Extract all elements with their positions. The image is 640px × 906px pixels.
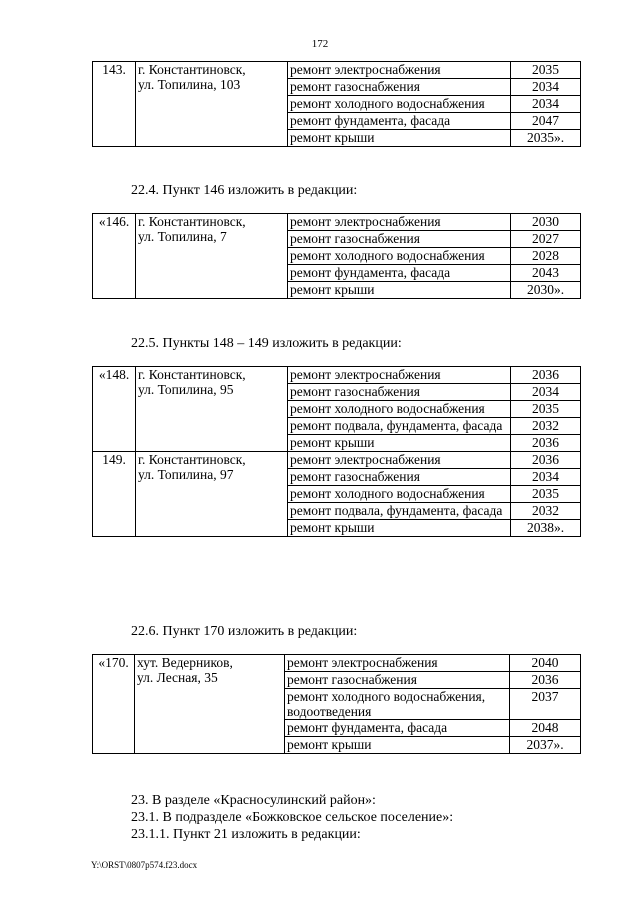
- work-type-cell: ремонт подвала, фундамента, фасада: [288, 503, 511, 520]
- year-cell: 2037: [510, 689, 581, 720]
- address-line: ул. Топилина, 103: [138, 77, 241, 92]
- address-line: ул. Лесная, 35: [137, 670, 218, 685]
- year-cell: 2027: [511, 231, 581, 248]
- year-cell: 2036: [511, 367, 581, 384]
- work-type-cell: ремонт газоснабжения: [288, 231, 511, 248]
- year-cell: 2035: [511, 486, 581, 503]
- work-type-cell: ремонт электроснабжения: [288, 452, 511, 469]
- year-cell: 2028: [511, 248, 581, 265]
- work-type-cell: ремонт крыши: [288, 520, 511, 537]
- work-type-cell: ремонт крыши: [288, 435, 511, 452]
- year-cell: 2034: [511, 469, 581, 486]
- year-cell: 2036: [511, 452, 581, 469]
- address-cell: [136, 367, 288, 452]
- work-type-cell: ремонт холодного водоснабжения: [288, 486, 511, 503]
- paragraph-23-1: 23.1. В подразделе «Божковское сельское поселение»:: [131, 810, 454, 825]
- year-cell: 2048: [510, 720, 581, 737]
- year-cell: 2030: [511, 214, 581, 231]
- address-cell: [136, 452, 288, 537]
- year-cell: 2034: [511, 79, 581, 96]
- work-type-cell: ремонт электроснабжения: [285, 655, 510, 672]
- address-line: г. Константиновск,: [138, 62, 246, 77]
- year-cell: 2034: [511, 96, 581, 113]
- work-type-cell: ремонт подвала, фундамента, фасада: [288, 418, 511, 435]
- year-cell: 2035: [511, 62, 581, 79]
- work-type-cell: ремонт газоснабжения: [285, 672, 510, 689]
- item-number: «146.: [93, 214, 136, 299]
- year-cell: 2036: [511, 435, 581, 452]
- year-cell: 2030».: [511, 282, 581, 299]
- paragraph-23: 23. В разделе «Красносулинский район»:: [131, 793, 376, 808]
- table-item-146: [92, 213, 581, 299]
- year-cell: 2040: [510, 655, 581, 672]
- year-cell: 2035: [511, 401, 581, 418]
- address-cell: [135, 655, 285, 754]
- year-cell: 2038».: [511, 520, 581, 537]
- work-type-cell: ремонт газоснабжения: [288, 384, 511, 401]
- year-cell: 2043: [511, 265, 581, 282]
- year-cell: 2047: [511, 113, 581, 130]
- year-cell: 2034: [511, 384, 581, 401]
- item-number: 143.: [93, 62, 136, 147]
- address-line: ул. Топилина, 97: [138, 467, 234, 482]
- work-type-cell: ремонт газоснабжения: [288, 469, 511, 486]
- paragraph-22-6: 22.6. Пункт 170 изложить в редакции:: [131, 624, 358, 639]
- paragraph-22-5: 22.5. Пункты 148 – 149 изложить в редакции:: [131, 336, 402, 351]
- table-items-148-149: [92, 366, 581, 537]
- year-cell: 2032: [511, 503, 581, 520]
- address-cell: [136, 62, 288, 147]
- work-type-cell: ремонт электроснабжения: [288, 214, 511, 231]
- item-number: 149.: [93, 452, 136, 537]
- paragraph-23-1-1: 23.1.1. Пункт 21 изложить в редакции:: [131, 827, 361, 842]
- year-cell: 2037».: [510, 737, 581, 754]
- work-type-cell: ремонт электроснабжения: [288, 62, 511, 79]
- work-type-cell: ремонт электроснабжения: [288, 367, 511, 384]
- item-number: «170.: [93, 655, 135, 754]
- year-cell: 2035».: [511, 130, 581, 147]
- table-row: [93, 655, 581, 672]
- address-cell: [136, 214, 288, 299]
- work-type-cell: ремонт крыши: [285, 737, 510, 754]
- work-type-cell: ремонт холодного водоснабжения: [288, 96, 511, 113]
- work-type-cell: ремонт крыши: [288, 282, 511, 299]
- address-line: г. Константиновск,: [138, 367, 246, 382]
- page-number: 172: [311, 38, 329, 50]
- table-row: [93, 62, 581, 79]
- work-type-cell: ремонт фундамента, фасада: [288, 113, 511, 130]
- address-line: хут. Ведерников,: [137, 655, 233, 670]
- work-type-cell: ремонт фундамента, фасада: [288, 265, 511, 282]
- address-line: г. Константиновск,: [138, 214, 246, 229]
- table-row: [93, 214, 581, 231]
- table-item-143: [92, 61, 581, 147]
- address-line: ул. Топилина, 95: [138, 382, 234, 397]
- year-cell: 2032: [511, 418, 581, 435]
- table-item-170: [92, 654, 581, 754]
- address-line: г. Константиновск,: [138, 452, 246, 467]
- footer-file-path: Y:\ORST\0807p574.f23.docx: [91, 860, 198, 870]
- work-type-cell: ремонт крыши: [288, 130, 511, 147]
- work-type-cell: ремонт холодного водоснабжения, водоотведения: [285, 689, 510, 720]
- work-type-cell: ремонт холодного водоснабжения: [288, 401, 511, 418]
- work-type-cell: ремонт холодного водоснабжения: [288, 248, 511, 265]
- paragraph-22-4: 22.4. Пункт 146 изложить в редакции:: [131, 183, 358, 198]
- year-cell: 2036: [510, 672, 581, 689]
- work-type-cell: ремонт фундамента, фасада: [285, 720, 510, 737]
- address-line: ул. Топилина, 7: [138, 229, 227, 244]
- item-number: «148.: [93, 367, 136, 452]
- work-type-cell: ремонт газоснабжения: [288, 79, 511, 96]
- table-row: [93, 367, 581, 384]
- table-row: [93, 452, 581, 469]
